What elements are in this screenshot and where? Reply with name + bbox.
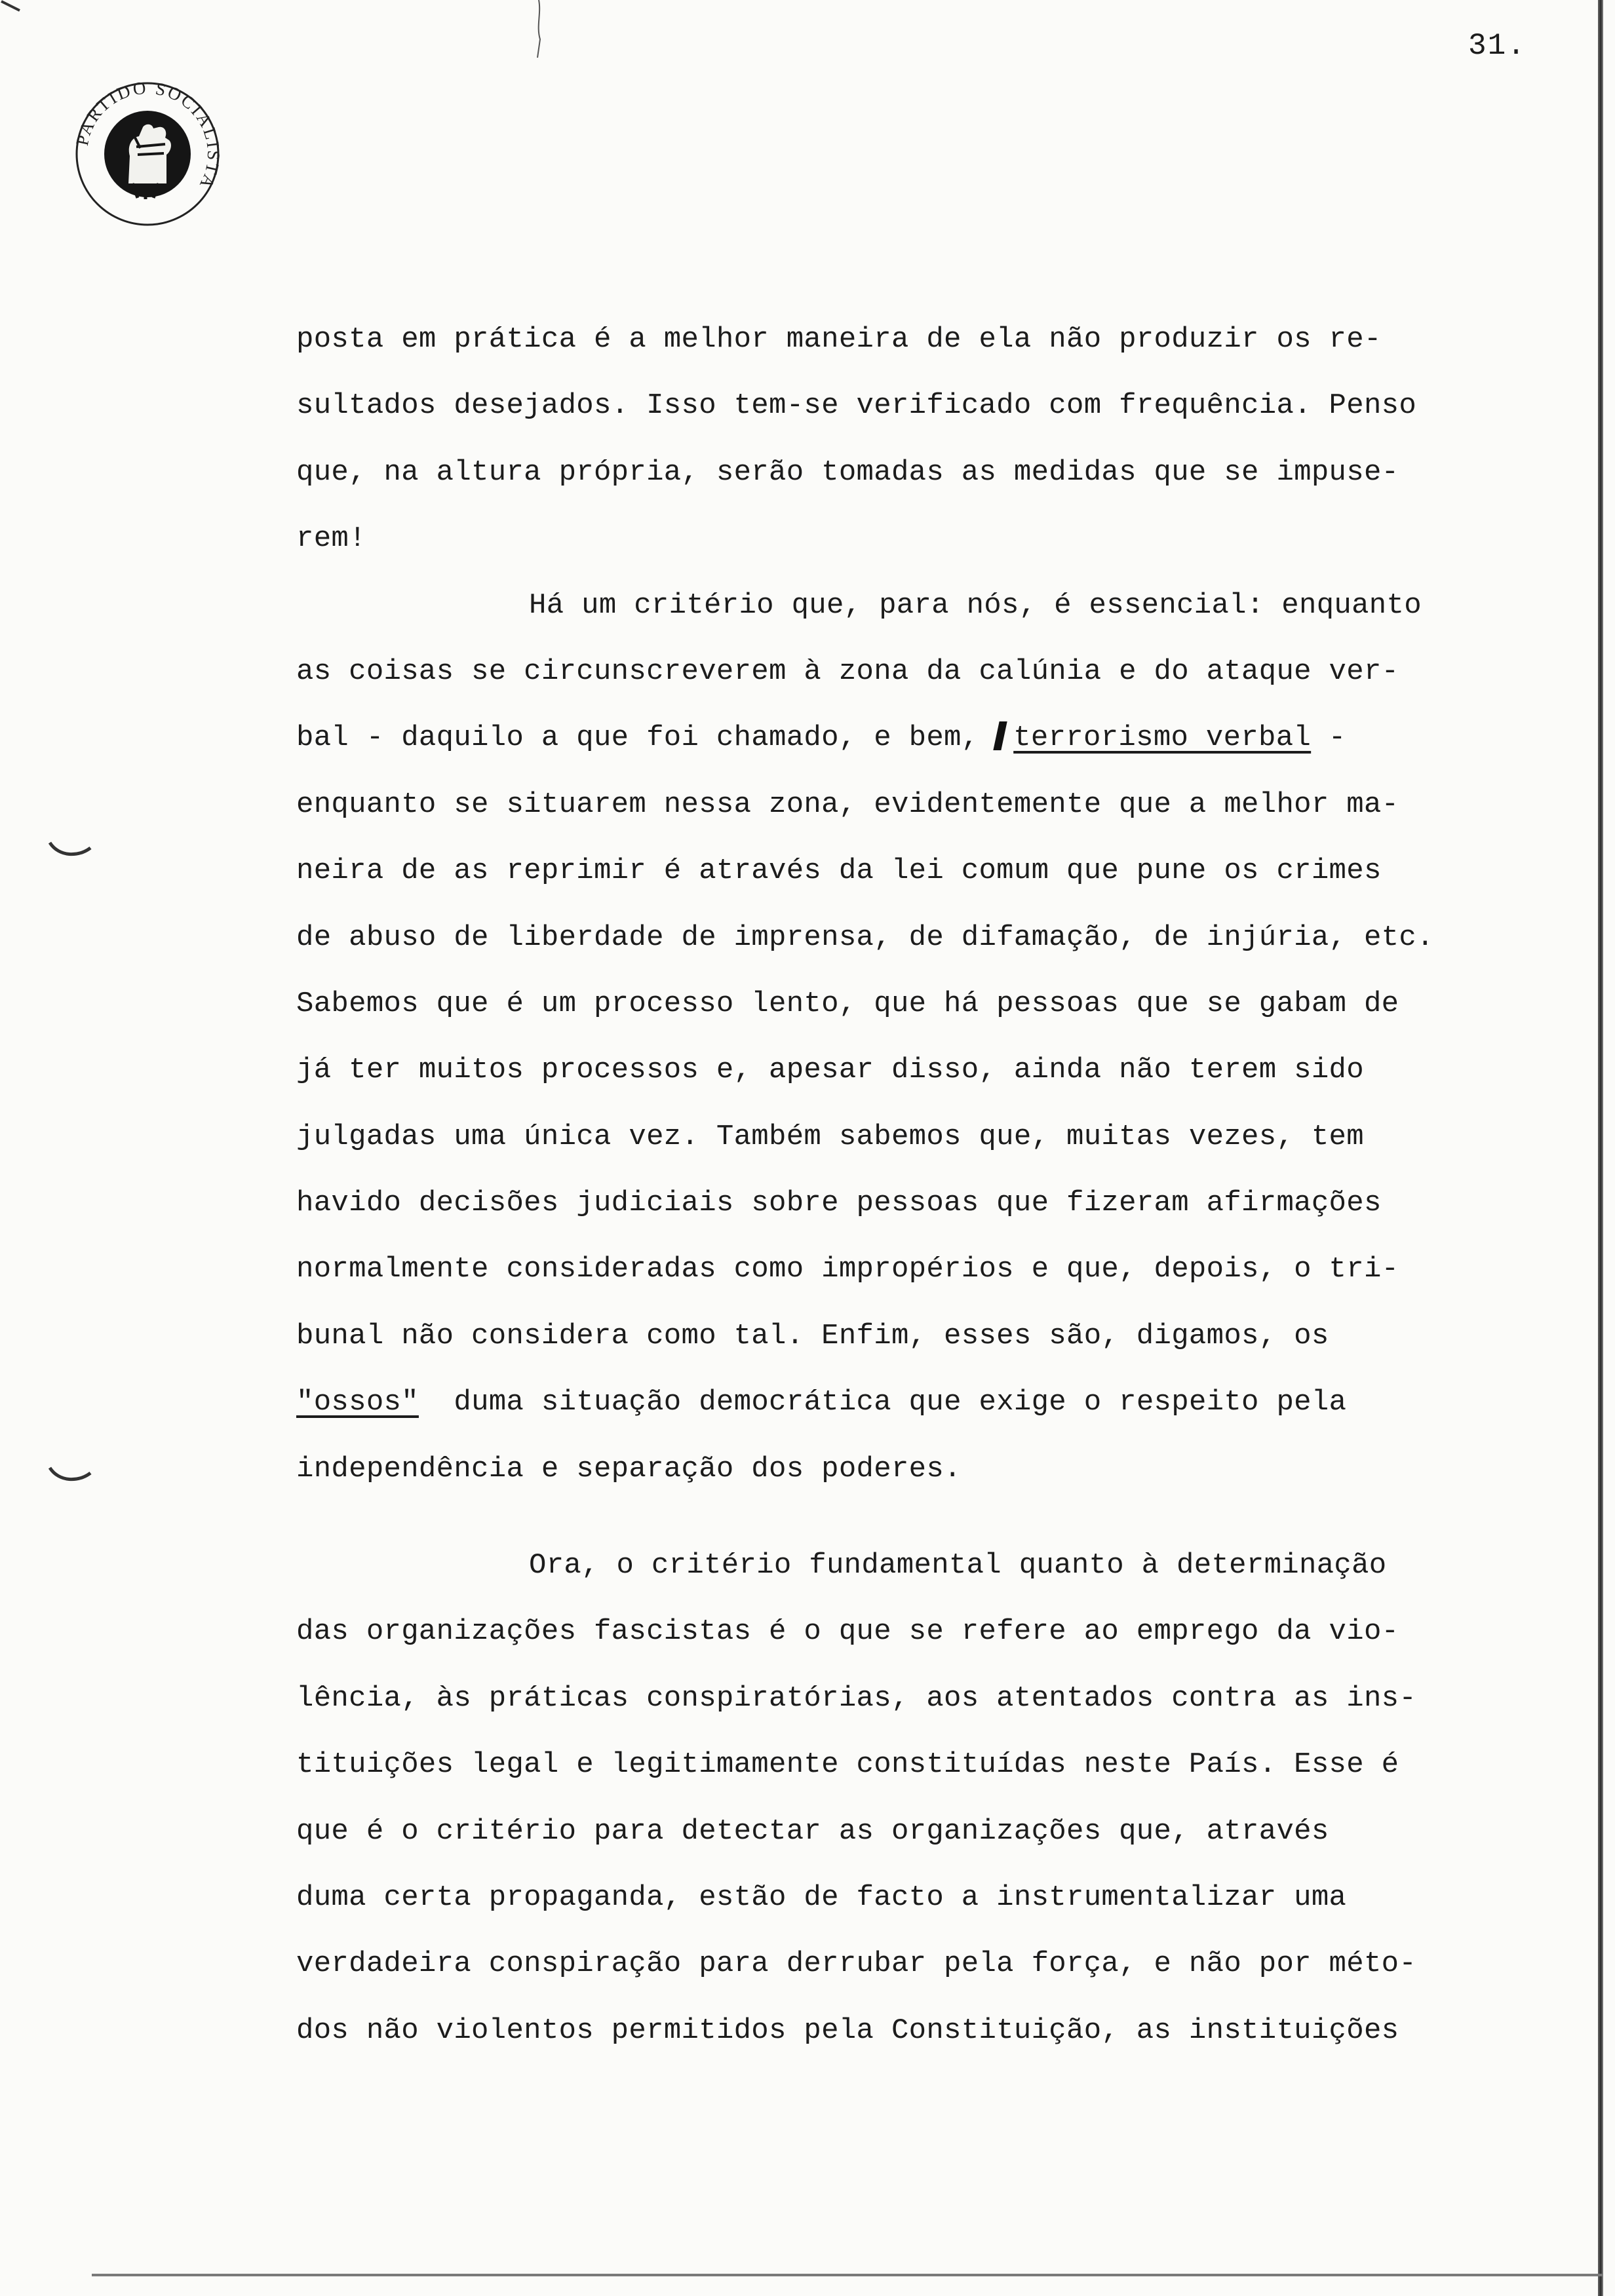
text-line: Sabemos que é um processo lento, que há pessoas que se gabam de	[296, 987, 1399, 1020]
body-text	[296, 307, 1568, 2064]
text-line: Ora, o critério fundamental quanto à determinação	[529, 1549, 1387, 1582]
text-line	[296, 1369, 1568, 1436]
ink-mark	[994, 721, 1007, 750]
text-line: tituições legal e legitimamente constituídas neste País. Esse é	[296, 1748, 1399, 1782]
text-line: enquanto se situarem nessa zona, evidentemente que a melhor ma-	[296, 788, 1399, 821]
text-segment: -	[1311, 721, 1346, 755]
binder-hole-mark	[47, 1465, 93, 1483]
text-segment: bal - daquilo a que foi chamado, e bem,	[296, 721, 979, 755]
paragraph-3	[296, 1533, 1568, 2064]
text-line: normalmente consideradas como impropérios e que, depois, o tri-	[296, 1253, 1399, 1286]
text-line	[296, 705, 1568, 771]
text-line: sultados desejados. Isso tem-se verificado com frequência. Penso	[296, 389, 1417, 423]
text-line: já ter muitos processos e, apesar disso, ainda não terem sido	[296, 1054, 1364, 1087]
binder-hole-mark	[47, 840, 93, 858]
text-line: neira de as reprimir é através da lei comum que pune os crimes	[296, 854, 1382, 888]
paragraph-gap	[296, 1502, 1568, 1533]
party-logo	[72, 79, 223, 229]
text-line: duma certa propaganda, estão de facto a instrumentalizar uma	[296, 1881, 1347, 1914]
text-line: verdadeira conspiração para derrubar pela força, e não por méto-	[296, 1947, 1417, 1981]
paragraph-2	[296, 573, 1568, 1502]
text-line: das organizações fascistas é o que se refere ao emprego da vio-	[296, 1615, 1399, 1649]
raised-fist-icon	[72, 79, 223, 229]
text-line: posta em prática é a melhor maneira de ela não produzir os re-	[296, 323, 1382, 356]
underlined-phrase-terrorismo-verbal: terrorismo verbal	[1013, 721, 1312, 755]
scan-stray-mark	[532, 0, 545, 59]
scan-bottom-edge	[92, 2274, 1603, 2276]
text-line: de abuso de liberdade de imprensa, de difamação, de injúria, etc.	[296, 921, 1434, 954]
text-line: havido decisões judiciais sobre pessoas que fizeram afirmações	[296, 1187, 1382, 1220]
text-line: dos não violentos permitidos pela Constituição, as instituições	[296, 2014, 1399, 2047]
text-line: independência e separação dos poderes.	[296, 1452, 962, 1485]
logo-ring-text: PARTIDO SOCIALISTA	[72, 79, 223, 193]
text-line: que, na altura própria, serão tomadas as medidas que se impuse-	[296, 455, 1399, 489]
underlined-phrase-ossos: "ossos"	[296, 1386, 419, 1419]
text-line: bunal não considera como tal. Enfim, esses são, digamos, os	[296, 1319, 1329, 1352]
text-segment: duma situação democrática que exige o respeito pela	[454, 1386, 1347, 1419]
text-line: rem!	[296, 522, 366, 556]
text-line: lência, às práticas conspiratórias, aos atentados contra as ins-	[296, 1681, 1417, 1715]
page-number: 31.	[1468, 29, 1527, 63]
scan-corner-mark	[0, 0, 26, 13]
text-line: que é o critério para detectar as organizações que, através	[296, 1814, 1329, 1848]
scan-right-edge	[1598, 0, 1603, 2296]
paragraph-1	[296, 307, 1568, 573]
text-line: julgadas uma única vez. Também sabemos que, muitas vezes, tem	[296, 1120, 1364, 1153]
text-line: as coisas se circunscreverem à zona da calúnia e do ataque ver-	[296, 655, 1399, 688]
text-line: Há um critério que, para nós, é essencial: enquanto	[529, 588, 1422, 622]
